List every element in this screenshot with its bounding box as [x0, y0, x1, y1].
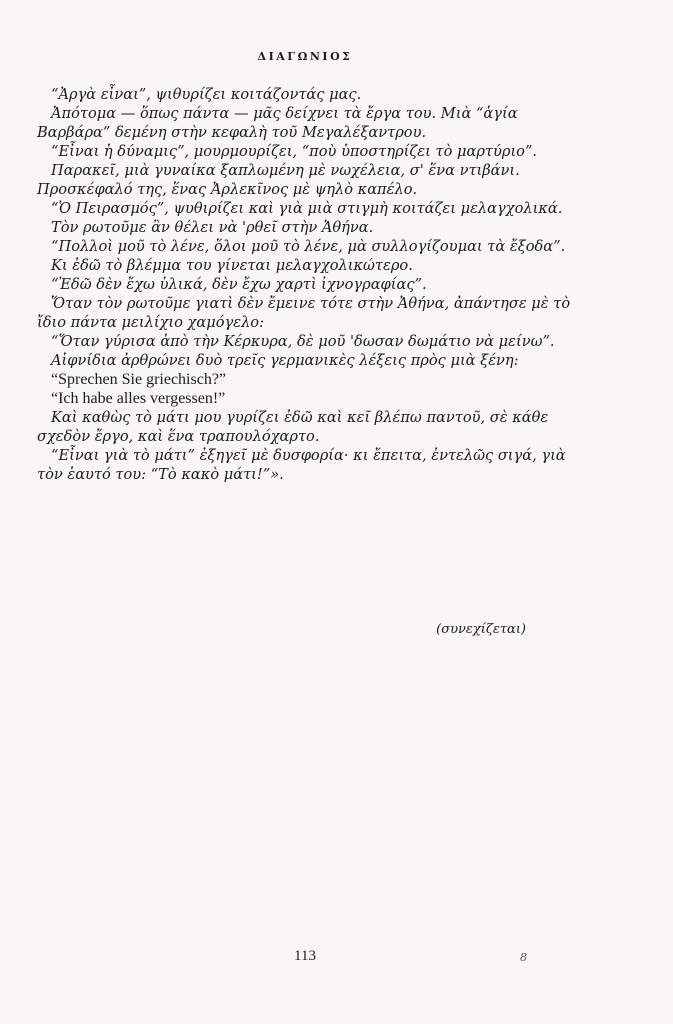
paragraph: “Ἀργὰ εἶναι”, ψιθυρίζει κοιτάζοντάς μας. [51, 86, 362, 103]
paragraph: Ὅταν τὸν ρωτοῦμε γιατὶ δὲν ἔμεινε τότε στὴν Ἀθήνα, ἀπάντησε μὲ τὸ ἴδιο πάντα μειλίχιο χαμόγελο: [37, 295, 571, 331]
paragraph: Ἀπότομα — ὅπως πάντα — μᾶς δείχνει τὰ ἔργα του. Μιὰ “ἁγία Βαρβάρα” δεμένη στὴν κεφαλὴ τοῦ Μεγαλέξαντρου. [37, 105, 518, 141]
german-quote: “Ich habe alles vergessen!” [51, 390, 226, 407]
paragraph: “Ἐδῶ δὲν ἔχω ὑλικά, δὲν ἔχω χαρτὶ ἰχνογραφίας”. [51, 276, 427, 293]
running-header: ΔΙΑΓΩΝΙΟΣ [257, 50, 353, 63]
paragraph: Κι ἐδῶ τὸ βλέμμα του γίνεται μελαγχολικώτερο. [51, 257, 413, 274]
paragraph: Τὸν ρωτοῦμε ἂν θέλει νὰ 'ρθεῖ στὴν Ἀθήνα. [51, 219, 374, 236]
continued-label: (συνεχίζεται) [436, 622, 526, 637]
signature-mark: 8 [520, 951, 527, 964]
page-number: 113 [294, 948, 316, 964]
paragraph: Καὶ καθὼς τὸ μάτι μου γυρίζει ἐδῶ καὶ κεῖ βλέπω παντοῦ, σὲ κάθε σχεδὸν ἔργο, καὶ ἕνα τραπουλόχαρτο. [37, 409, 549, 445]
paragraph: Αἰφνίδια ἀρθρώνει δυὸ τρεῖς γερμανικὲς λέξεις πρὸς μιὰ ξένη: [51, 352, 519, 369]
paragraph: “Πολλοὶ μοῦ τὸ λένε, ὅλοι μοῦ τὸ λένε, μὰ συλλογίζουμαι τὰ ἔξοδα”. [51, 238, 566, 255]
body-text [37, 85, 575, 484]
paragraph: “Ὁ Πειρασμός”, ψυθιρίζει καὶ γιὰ μιὰ στιγμὴ κοιτάζει μελαγχολικά. [51, 200, 563, 217]
paragraph: “Ὅταν γύρισα ἀπὸ τὴν Κέρκυρα, δὲ μοῦ 'δωσαν δωμάτιο νὰ μείνω”. [51, 333, 555, 350]
german-quote: “Sprechen Sie griechisch?” [51, 371, 227, 388]
paragraph: “Εἶναι ἡ δύναμις”, μουρμουρίζει, “ποὺ ὑποστηρίζει τὸ μαρτύριο”. [51, 143, 538, 160]
paragraph: “Εἶναι γιὰ τὸ μάτι” ἐξηγεῖ μὲ δυσφορία· κι ἔπειτα, ἐντελῶς σιγά, γιὰ τὸν ἑαυτό του: “Τὸ κακὸ μάτι!”». [37, 447, 566, 483]
paragraph: Παρακεῖ, μιὰ γυναίκα ξαπλωμένη μὲ νωχέλεια, σ' ἕνα ντιβάνι. Προσκέφαλό της, ἕνας Ἀρλεκῖνος μὲ ψηλὸ καπέλο. [37, 162, 520, 198]
